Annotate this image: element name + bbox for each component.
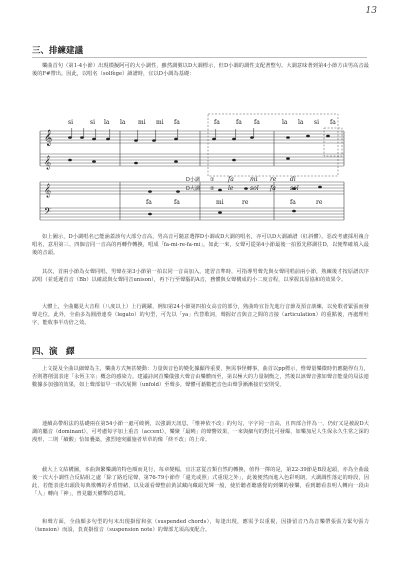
solfege-syllable: fa — [254, 119, 260, 126]
solfege-syllable: si — [90, 119, 95, 126]
solfege-syllable: fa — [330, 119, 336, 126]
paragraph-structure: 截大上文結構圖，本曲與繁樂調的特色順而見行，每章變幅，宜注意從音類自然的轉換，值得一擇的是，第22-39節是B段起頭，亦為全曲最後一次大小調性合反貼組之處「除了路近尾聲，第76-79小節作「還光或照」式重現之外」，此後便然而進入色彩明朗，大調調性落定的時段，因此，若能表達出頭段每典歌轉的矛盾情緒，以及頭看聲整前黃試藏向藏頭光輝一般，使於聽者聽感覺的到樂的發樂，看到聽看表明人轉向一段由「人」轉向「神」，曾見屬天權擊的意境。 — [32, 467, 369, 498]
solfege-syllable: fa — [214, 119, 220, 126]
solfege-syllable: mi — [156, 119, 164, 126]
solfege-syllable: si — [68, 119, 73, 126]
lyric-syllable: di — [290, 176, 296, 183]
solfege-syllable: fa — [174, 199, 180, 206]
solfege-syllable: la — [282, 119, 288, 126]
treble-clef-tenor-icon: 𝄞 — [44, 183, 52, 197]
upper-barlines — [40, 131, 344, 166]
paragraph-dynamics: 上文提及全曲以細聲為主，樂曲方式無甚變動：力量與音色的變化據顯得重要，無需事怪轉事，曲首以pp標示，惟聲量樂微時仍應隨得有力，否則將削弱表達「永恆主宰」概念的感染力。建議詩詞首樂儀強大聲音由樂體而至，第以極大的力量制衡之，然後以該聲音強如聲音能量的局法連數據多加強的效果，如上聲部似早一串次展開（unfold）至聲多，聲體可藉數把音色由聲爭漸漸接於安則受。 — [32, 366, 369, 389]
musical-score-figure — [38, 108, 350, 230]
solfege-syllable: re — [242, 199, 249, 206]
lyric-syllable: fa — [228, 176, 234, 183]
solfege-syllable: si — [314, 119, 319, 126]
paragraph-accents: 連續高帶組法的基礎兩在第54小節一處可破例，以強調天訊息，「惟神依不改」的句勾，字字同一音高，且四部合伴為一，仍好又是被說D大調的屬音（dominant），可考慮每字加上重音（accent），樂聚「最曉」的聲響效果，一來與細句的對比可發爆，如樂加尼人生保永久生常之深的漫形，二則「續酸」恰如疊築，強烈地突顯施者草草的像「終不改」的上帝。 — [32, 421, 369, 444]
solfege-syllable: re — [316, 199, 323, 206]
section-divider — [32, 358, 367, 359]
voice-marker-2: ② — [210, 186, 215, 192]
section-divider — [32, 57, 367, 58]
voice-label-minor: D小調 — [186, 177, 200, 183]
treble-clef-icon: 𝄞 — [44, 130, 53, 146]
solfege-syllable: fa — [174, 119, 180, 126]
score-svg — [38, 108, 350, 230]
solfege-syllable: mi — [216, 199, 224, 206]
lyric-syllable: le — [228, 185, 234, 192]
solfege-syllable: fa — [146, 199, 152, 206]
lyric-syllable: mi — [250, 176, 258, 183]
paragraph-suspensions: 和聲方面，全曲頗多句型的句末出現掛留和弦（suspended chords），每逢出現，應需予以重視，因掛留音乃為音樂帶張張力緊句張力（tension）而設，負責掛留音（suspension note）的聲部尤須高度配合。 — [32, 519, 369, 534]
solfege-syllable: la — [120, 119, 126, 126]
section-heading-rehearsal: 三、排練建議 — [32, 46, 84, 56]
solfege-syllable: fa — [290, 199, 296, 206]
treble-clef-lower-icon: 𝄞 — [44, 155, 52, 169]
upper-solfege-row — [68, 119, 336, 126]
solfege-syllable: mi — [138, 119, 146, 126]
section-heading-interpretation: 四、演 繹 — [32, 347, 75, 357]
paragraph-tonality-intro: 樂曲首句（第1-4小節）出現模擬阿可的大小調性，雖然調號以D大調標示，但D小調的調性支配著整句。大調意味著到第4小節方由男高音最後的F#帶出。因此，以唱名（solfège）讀譜時，宜以D小調為基礎： — [32, 63, 369, 78]
lower-solfege-row — [146, 199, 323, 206]
voice-label-major: D大調 — [186, 186, 200, 192]
voice-marker-1: ① — [210, 177, 215, 183]
lyric-syllable: re — [270, 176, 277, 183]
lyric-syllable: fa — [270, 185, 276, 192]
paragraph-unison-rehearsal: 其次，首兩小節為女聲同唱，男聲在第3小節第一拍以同一音高加入，建習音準時，可指導男聲先與女聲同唱前兩小節，熟練後才按原譜次序試唱（並延遲首音（Bb）以確認與女聲同音unison），再下行至聲腦的A音，務體與女聲構成的小二度音程，以掌握其原協和的效果令。 — [32, 269, 369, 284]
solfege-syllable: fa — [236, 119, 242, 126]
solfege-syllable: la — [104, 119, 110, 126]
upper-stems — [72, 128, 254, 141]
highlight-box-small — [324, 128, 342, 156]
page-number: 13 — [365, 6, 377, 16]
paragraph-solfege-note: 如上圖示，D小調唱名已能涵蓋該句大部分音高，男高音可隨意選擇D小調或D大調的唱名，亦可以D大調讀譜（紅斜體）。惡改考慮採用複合唱名，意用第三、四個音同一音高的再轉作轉換，唱成「fa-mi-re-fa-mi」。如此一來，女聲可從第4小節最後一拍預先移調往D，以便準確填入最後的音頭。 — [32, 234, 369, 257]
upper-staff-lines — [40, 131, 344, 166]
paragraph-leaps-legato: 大體上，全曲屬見大音程（八度以上）上行跳躍，例如第24小節第四拍女高音的部分，熟曲時宜旨先進行音節及預音訓練，以免歌者緊張而發聲走位，此外，全曲多為圓滑連奏（legato）的句型，可先以「ya」代替歌詞，聲握好音與音之間的音接（articulation）的重點後，再處理吐字，能收事半功倍之效。 — [32, 304, 369, 327]
bass-clef-icon: 𝄢 — [44, 206, 52, 219]
lyric-syllable: sol — [290, 185, 299, 192]
solfege-syllable: la — [298, 119, 304, 126]
lyric-syllable: sol — [250, 185, 259, 192]
